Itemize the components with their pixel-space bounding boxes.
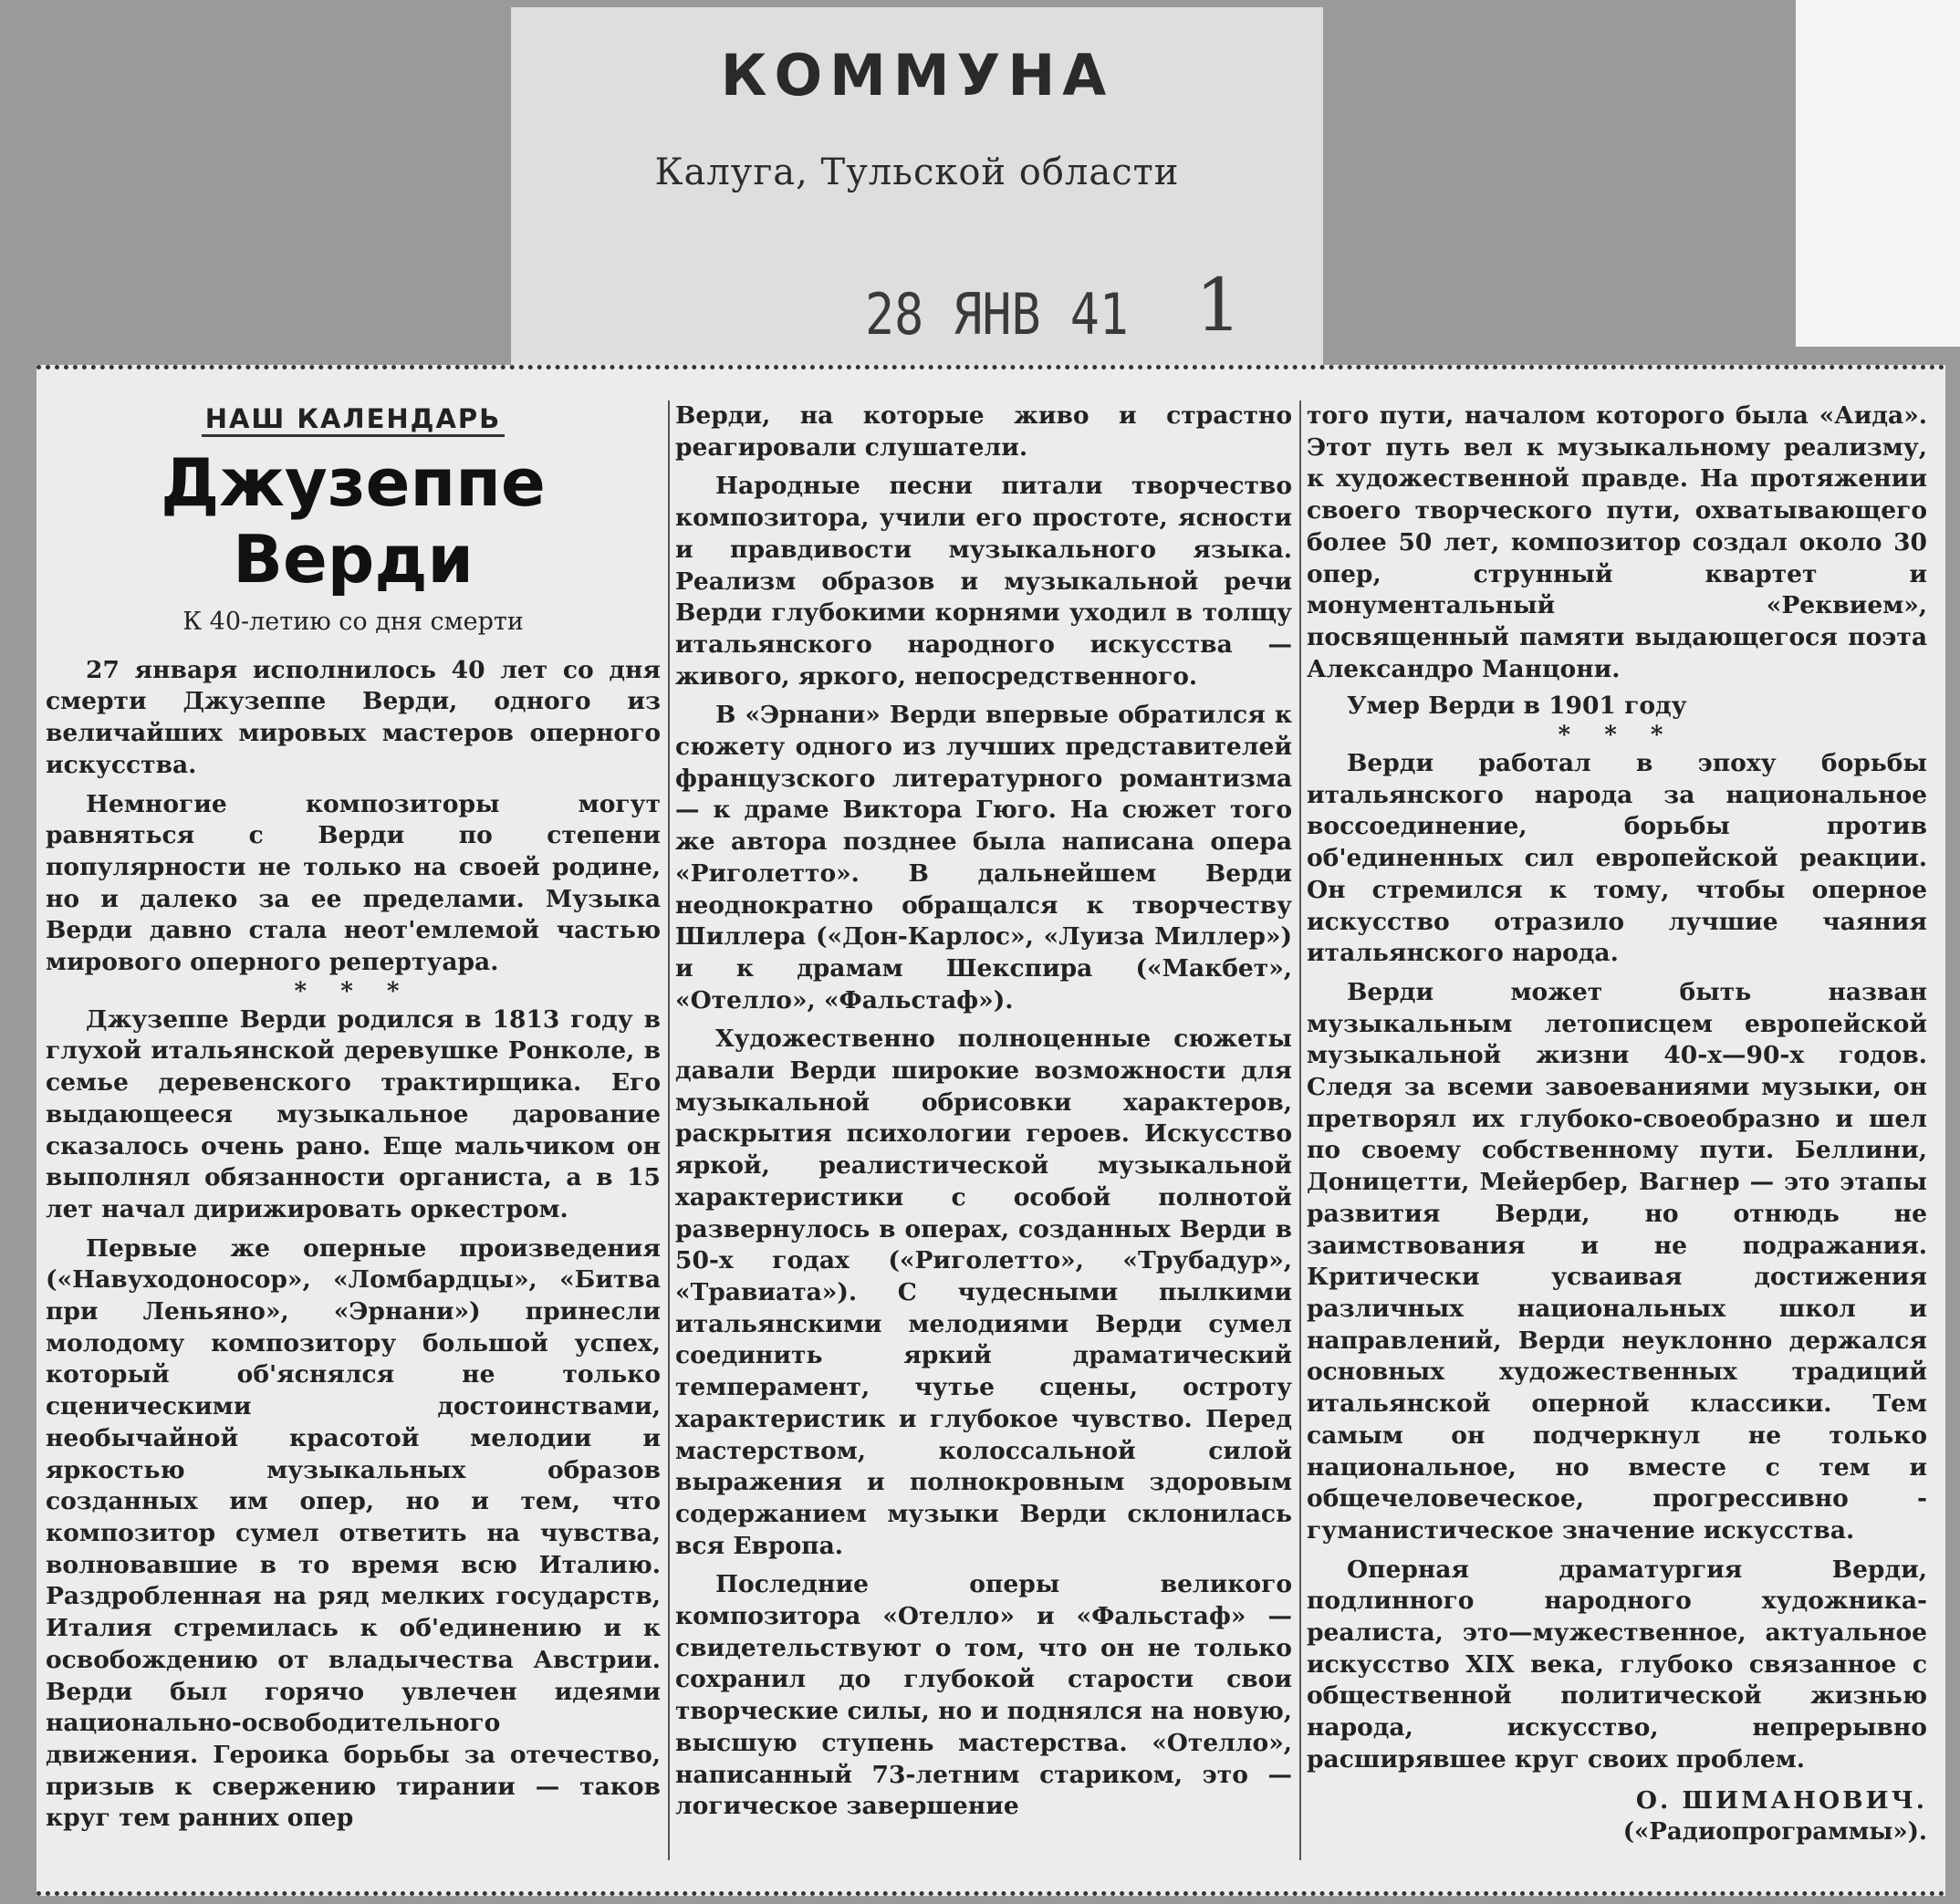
paragraph: Верди может быть назван музыкальным летописцем европейской музыкальной жизни 40-х—90-х годов. Следя за всеми завоеваниями музыки, он претворял их глубоко-своеобразно и шел по своему собственному пути. Беллини, Доницетти, Мейербер, Вагнер — это этапы развития Верди, но отнюдь не заимствования и не подражания. Критически усваивая достижения различных национальных школ и направлений, Верди неуклонно держался основных художественных традиций итальянской оперной классики. Тем самым он подчеркнул не только национальное, но вместе с тем и общечеловеческое, прогрессивно - гуманистическое значение искусства. — [1307, 977, 1927, 1545]
paragraph: Первые же оперные произведения («Навуходоносор», «Ломбардцы», «Битва при Леньяно», «Эрнани») принесли молодому композитору большой успех, который об'яснялся не только сценическими достоинствами, необычайной красотой мелодии и яркостью музыкальных образов созданных им опер, но и тем, что композитор сумел ответить на чувства, волновавшие в то время всю Италию. Раздробленная на ряд мелких государств, Италия стремилась к об'единению и к освобождению от владычества Австрии. Верди был горячо увлечен идеями национально-освободительного движения. Героика борьбы за отечество, призыв к свержению тирании — таков круг тем ранних опер — [46, 1233, 661, 1833]
paragraph: Верди, на которые живо и страстно реагировали слушатели. — [675, 401, 1292, 462]
paragraph: В «Эрнани» Верди впервые обратился к сюжету одного из лучших представителей французского литературного романтизма — к драме Виктора Гюго. На сюжет того же автора позднее была написана опера «Риголетто». В дальнейшем Верди неоднократно обращался к творчеству Шиллера («Дон-Карлос», «Луиза Миллер») и к драмам Шекспира («Макбет», «Отелло», «Фальстаф»). — [675, 701, 1292, 1014]
paragraph: Оперная драматургия Верди, подлинного народного художника-реалиста, это—мужественное, актуальное искусство XIX века, глубоко связанное с общественной политической жизнью народа, искусство, непрерывно расширявшее круг своих проблем. — [1307, 1555, 1927, 1774]
death-year-line: Умер Верди в 1901 году — [1347, 692, 1687, 721]
paragraph: Художественно полноценные сюжеты давали Верди широкие возможности для музыкальной обрисовки характеров, раскрытия психологии героев. Искусство яркой, реалистической музыкальной характеристики с особой полнотой развернулось в операх, созданных Верди в 50-х годах («Риголетто», «Трубадур», «Травиата»). С чудесными пылкими итальянскими мелодиями Верди сумел соединить яркий драматический темперамент, чутье сцены, остроту характеристик и глубокое чувство. Перед мастерством, колоссальной силой выражения и полнокровным здоровым содержанием музыки Верди склонилась вся Европа. — [675, 1025, 1292, 1560]
newspaper-title: КОММУНА — [720, 42, 1114, 109]
headline-line-1: Джузеппе — [161, 444, 546, 521]
paragraph: Последние оперы великого композитора «Отелло» и «Фальстаф» — свидетельствуют о том, что он не только сохранил до глубокой старости свои творческие силы, но и поднялся на новую, высшую ступень мастерства. «Отелло», написанный 73-летним стариком, это — логическое завершение — [675, 1570, 1292, 1821]
newspaper-header-clipping — [511, 7, 1323, 365]
column-divider — [1299, 401, 1301, 1860]
paragraph: 27 января исполнилось 40 лет со дня смерти Джузеппе Верди, одного из величайших мировых мастеров оперного искусства. — [46, 655, 661, 779]
source-note: («Радиопрограммы»). — [1622, 1818, 1927, 1847]
article-clipping — [36, 365, 1945, 1896]
date-stamp: 28 ЯНВ 41 — [865, 281, 1129, 348]
newspaper-place: Калуга, Тульской области — [654, 151, 1180, 193]
subtitle: К 40-летию со дня смерти — [182, 608, 524, 636]
paragraph: Джузеппе Верди родился в 1813 году в глухой итальянской деревушке Ронколе, в семье деревенского трактирщика. Его выдающееся музыкальное дарование сказалось очень рано. Еще мальчиком он выполнял обязанности органиста, а в 15 лет начал дирижировать оркестром. — [46, 1004, 661, 1223]
column-divider — [668, 401, 670, 1860]
stamp-number: 1 — [1195, 263, 1242, 348]
article-column-3 — [1307, 401, 1927, 1848]
author-signature: О. ШИМАНОВИЧ. — [1635, 1785, 1927, 1815]
paper-background-strip — [1796, 0, 1960, 347]
paragraph: Народные песни питали творчество композитора, учили его простоте, ясности и правдивости музыкального языка. Реализм образов и музыкальной речи Верди глубокими корнями уходил в толщу итальянского народного искусства — живого, яркого, непосредственного. — [675, 472, 1292, 691]
paragraph: того пути, началом которого была «Аида». Этот путь вел к музыкальному реализму, к художественной правде. На протяжении своего творческого пути, охватывающего более 50 лет, композитор создал около 30 опер, струнный квартет и монументальный «Реквием», посвященный памяти выдающегося поэта Александро Манцони. — [1307, 401, 1927, 683]
paragraph: Немногие композиторы могут равняться с Верди по степени популярности не только на своей родине, но и далеко за ее пределами. Музыка Верди давно стала неот'емлемой частью мирового оперного репертуара. — [46, 789, 661, 977]
article-column-1 — [46, 401, 661, 1835]
headline — [46, 444, 661, 598]
headline-line-2: Верди — [233, 521, 474, 598]
paragraph: Верди работал в эпоху борьбы итальянского народа за национальное воссоединение, борьбы против об'единенных сил европейской реакции. Он стремился к тому, чтобы оперное искусство отразило лучшие чаяния итальянского народа. — [1307, 749, 1927, 968]
section-separator: * * * — [294, 977, 412, 1005]
rubric: НАШ КАЛЕНДАРЬ — [46, 401, 661, 437]
article-column-2 — [675, 401, 1292, 1823]
section-separator: * * * — [1558, 722, 1676, 750]
